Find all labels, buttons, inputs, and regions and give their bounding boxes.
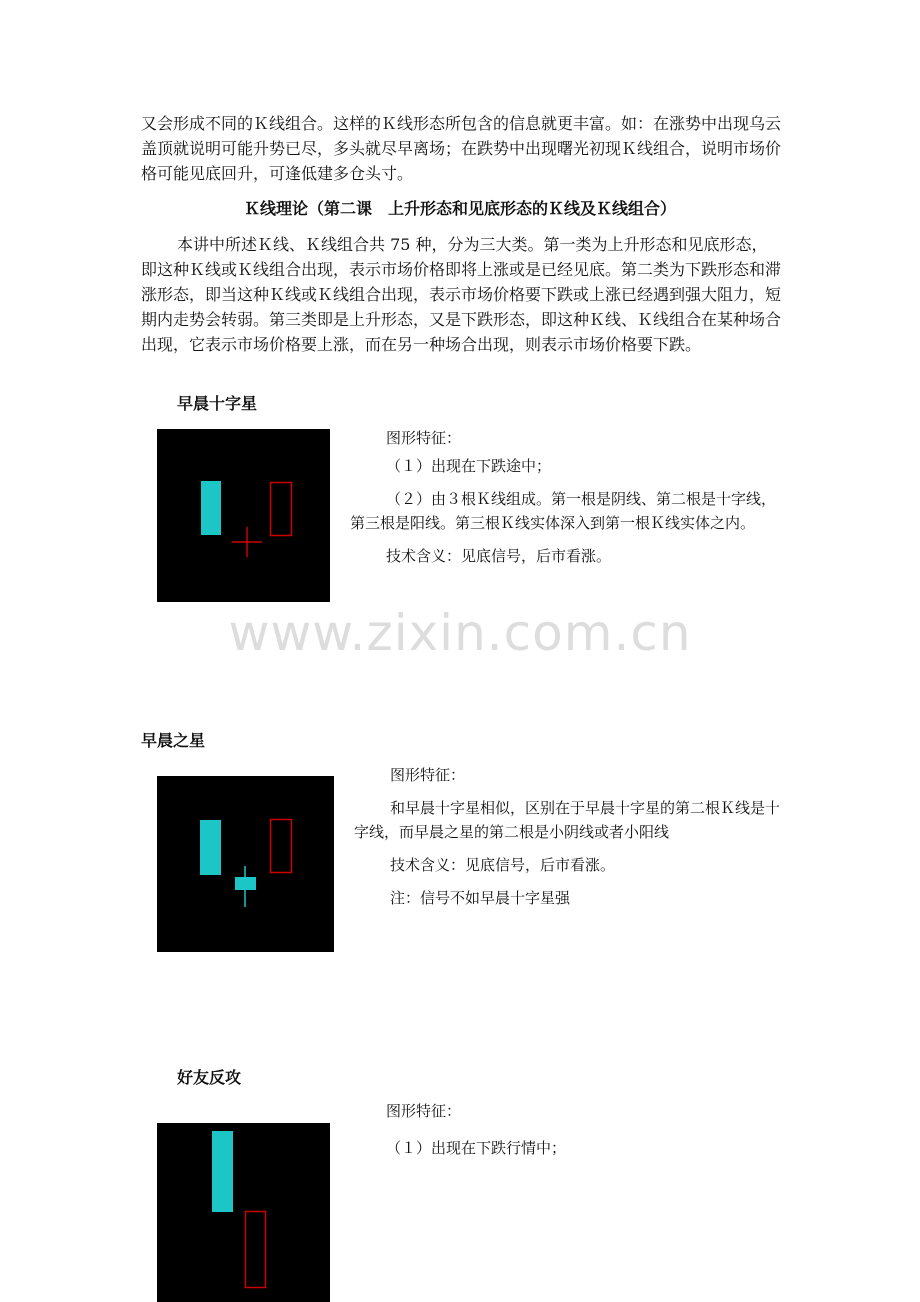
small-bearish-candle (235, 877, 256, 890)
bearish-candle (201, 481, 221, 535)
technical-meaning: 技术含义：见底信号，后市看涨。 (386, 547, 612, 565)
bearish-candle (212, 1131, 233, 1212)
feature-item: 和早晨十字星相似，区别在于早晨十字星的第二根Ｋ线是十字线，而早晨之星的第二根是小阴线或者小阳线 (354, 799, 781, 841)
intro-paragraph: 又会形成不同的Ｋ线组合。这样的Ｋ线形态所包含的信息就更丰富。如：在涨势中出现乌云盖顶就说明可能升势已尽，多头就尽早离场；在跌势中出现曙光初现Ｋ线组合，说明市场价格可能见底回升，可逢低建多仓头寸。 (141, 114, 782, 183)
lesson-title: Ｋ线理论（第二课 上升形态和见底形态的Ｋ线及Ｋ线组合） (243, 199, 676, 218)
bullish-candle (246, 1212, 266, 1288)
feature-item: （２）由３根Ｋ线组成。第一根是阴线、第二根是十字线，第三根是阳线。第三根Ｋ线实体深入到第一根Ｋ线实体之内。 (350, 490, 777, 532)
feature-item: （１）出现在下跌途中； (386, 457, 552, 475)
meeting-lines-description (350, 1099, 782, 1160)
morning-doji-star-chart (157, 429, 330, 602)
morning-star-description (354, 763, 782, 910)
watermark: www.zixin.com.cn (228, 604, 692, 662)
feature-item: （１）出现在下跌行情中； (386, 1139, 567, 1157)
body-paragraph: 本讲中所述Ｋ线、Ｋ线组合共 75 种，分为三大类。第一类为上升形态和见底形态，即这种Ｋ线或Ｋ线组合出现，表示市场价格即将上涨或是已经见底。第二类为下跌形态和滞涨形态，即当这种Ｋ线或Ｋ线组合出现，表示市场价格要下跌或上涨已经遇到强大阻力，短期内走势会转弱。第三类即是上升形态，又是下跌形态，即这种Ｋ线、Ｋ线组合在某种场合出现，它表示市场价格要上涨，而在另一种场合出现，则表示市场价格要下跌。 (141, 235, 782, 354)
note: 注：信号不如早晨十字星强 (390, 889, 571, 907)
meeting-lines-chart (157, 1123, 330, 1302)
feature-label: 图形特征： (390, 766, 466, 784)
morning-star-chart (157, 776, 334, 952)
feature-label: 图形特征： (386, 1102, 462, 1120)
section-title-morning-doji-star: 早晨十字星 (177, 394, 258, 413)
technical-meaning: 技术含义：见底信号，后市看涨。 (390, 856, 616, 874)
bullish-candle (271, 483, 292, 536)
feature-label: 图形特征： (386, 429, 462, 447)
bearish-candle (200, 820, 221, 875)
morning-doji-star-description (350, 426, 782, 568)
section-title-morning-star: 早晨之星 (141, 731, 206, 750)
section-title-meeting-lines: 好友反攻 (177, 1068, 242, 1087)
bullish-candle (271, 820, 292, 873)
